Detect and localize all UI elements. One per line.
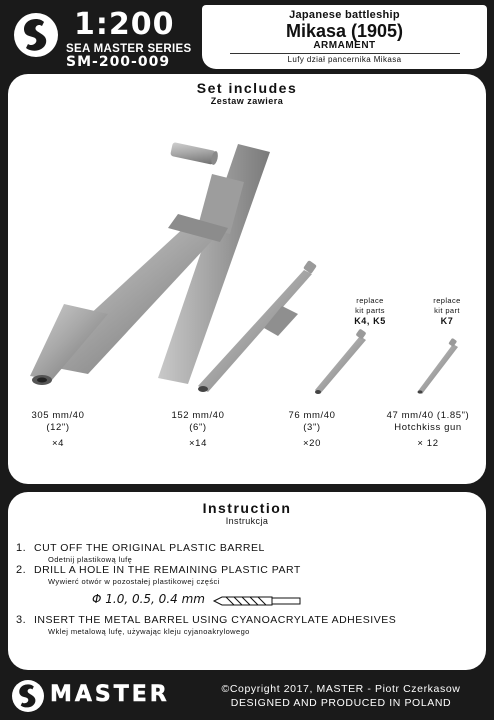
set-title: Set includes xyxy=(196,80,298,96)
instruction-title: Instruction xyxy=(202,500,292,516)
footer-copyright: ©Copyright 2017, MASTER - Piotr Czerkasow DESIGNED AND PRODUCED IN POLAND xyxy=(221,683,461,709)
replace-note-76mm: replace kit parts K4, K5 xyxy=(354,296,386,326)
footer-brand: MASTER xyxy=(50,682,170,707)
instruction-subtitle: Instrukcja xyxy=(225,516,269,526)
part-label-305mm: 305 mm/40 (12") ×4 xyxy=(31,410,85,449)
master-logo-small-icon xyxy=(12,680,44,712)
drill-bit-icon xyxy=(212,594,302,608)
product-code: SM-200-009 xyxy=(66,54,171,70)
divider xyxy=(230,53,460,54)
barrel-sleeve xyxy=(170,142,219,165)
part-label-76mm: 76 mm/40 (3") ×20 xyxy=(288,410,336,449)
footer-logo xyxy=(12,678,192,714)
brand-header xyxy=(6,5,198,70)
replace-note-47mm: replace kit part K7 xyxy=(433,296,461,326)
drill-sizes: Φ 1.0, 0.5, 0.4 mm xyxy=(92,592,205,606)
scale-label: 1:200 xyxy=(74,7,175,42)
instruction-panel: Instruction Instrukcja 1. CUT OFF THE ORIGINAL PLASTIC BARREL Odetnij plastikową lufę 2. DRILL A HOLE IN THE REMAINING PLASTIC PART Wywierć otwór w pozostałej plastikowej części 3. INSERT THE METAL BARREL USING CYANOACRYLATE ADHESIVES Wklej metalową lufę, używając kleju cyjanoakrylowego xyxy=(8,492,486,670)
barrel-47mm xyxy=(418,338,459,394)
set-subtitle: Zestaw zawiera xyxy=(210,96,284,106)
barrel-76mm xyxy=(315,328,367,394)
product-type: ARMAMENT xyxy=(313,40,376,51)
master-logo-icon xyxy=(14,13,58,57)
ship-title-box xyxy=(202,5,487,69)
part-label-47mm: 47 mm/40 (1.85") Hotchkiss gun × 12 xyxy=(386,410,470,449)
product-type-pl: Lufy dział pancernika Mikasa xyxy=(287,55,402,64)
series-label: SEA MASTER SERIES xyxy=(66,43,192,55)
ship-name: Mikasa (1905) xyxy=(285,21,404,41)
part-label-152mm: 152 mm/40 (6") ×14 xyxy=(171,410,225,449)
set-includes-panel xyxy=(8,74,486,484)
ship-type: Japanese battleship xyxy=(289,9,400,21)
